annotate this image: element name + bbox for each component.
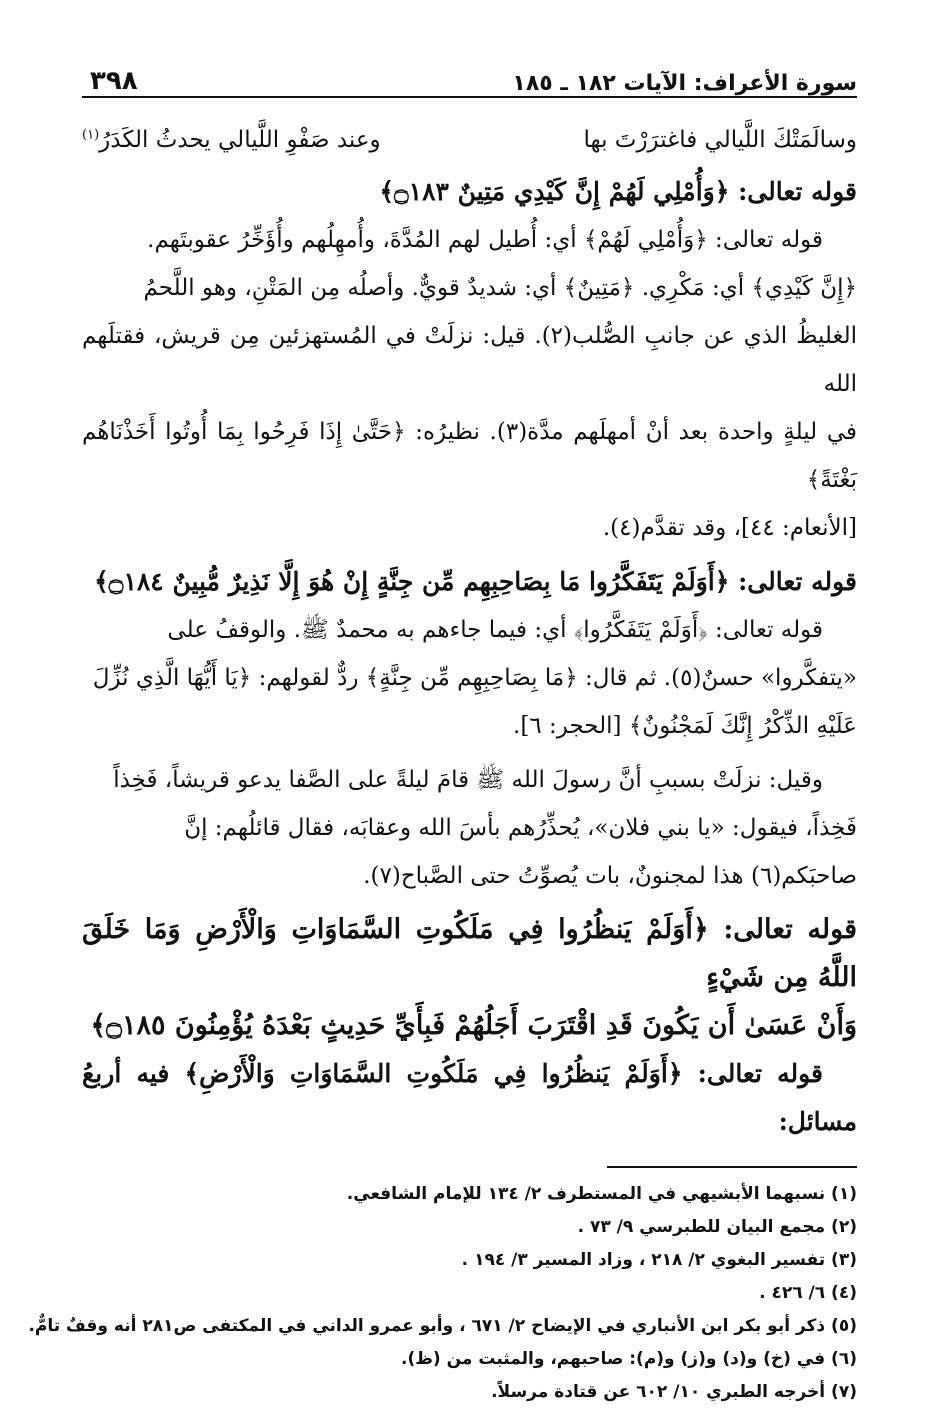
footnote-3: (٣) تفسير البغوي ٢/ ٢١٨ ، وزاد المسير ٣/ ١٩٤ .	[461, 1250, 857, 1270]
verse-183-heading	[82, 168, 857, 216]
commentary-185-line: قوله تعالى: ﴿أَوَلَمْ يَنظُرُوا فِي مَلَكُوتِ السَّمَاوَاتِ وَالْأَرْضِ﴾ فيه أربعُ مسائل:	[82, 1059, 857, 1136]
commentary-184b-line: وقيل: نزلَتْ بسببِ أنَّ رسولَ الله ﷺ قامَ ليلةً على الصَّفا يدعو قريشاً، فَخِذاً	[113, 767, 823, 793]
footnote-1: (١) نسبهما الأبشيهي في المستطرف ٢/ ١٣٤ للإمام الشافعي.	[346, 1184, 857, 1204]
commentary-183-line: في ليلةٍ واحدة بعد أنْ أمهلَهم مدَّة(٣). نظيرُه: ﴿حَتَّىٰ إِذَا فَرِحُوا بِمَا أُوتُوا أَخَذْنَاهُم بَغْتَةً﴾	[82, 419, 857, 493]
commentary-183-line: ﴿إِنَّ كَيْدِي﴾ أي: مَكْرِي. ﴿مَتِينٌ﴾ أي: شديدٌ قويٌّ. وأصلُه مِن المَتْنِ، وهو اللَّحمُ	[143, 275, 857, 301]
commentary-183-line: الغليظُ الذي عن جانبِ الصُّلب(٢). قيل: نزلَتْ في المُستهزئين مِن قريش، فقتلَهم الله	[82, 323, 857, 397]
verse-185-heading	[82, 906, 857, 1002]
poem-hemistich-right: وسالَمَتْكَ اللَّيالي فاغترَرْتَ بها	[583, 127, 857, 153]
verse-label: قوله تعالى:	[723, 914, 858, 945]
footnote-7: (٧) أخرجه الطبري ١٠/ ٦٠٢ عن قتادة مرسلاً.	[491, 1382, 857, 1402]
footnote-divider	[607, 1166, 857, 1168]
commentary-184-line: «يتفكَّروا» حسنٌ(٥). ثم قال: ﴿مَا بِصَاحِبِهِم مِّن جِنَّةٍ﴾ ردٌّ لقولهم: ﴿يَا أَيُّهَا الَّذِي نُزِّلَ	[92, 665, 857, 691]
verse-text-line-1: ﴿أَوَلَمْ يَنظُرُوا فِي مَلَكُوتِ السَّمَاوَاتِ وَالْأَرْضِ وَمَا خَلَقَ اللَّهُ مِن شَيْءٍ	[82, 914, 857, 993]
commentary-184b-line: فَخِذاً، فيقول: «يا بني فلان»، يُحذِّرُهم بأسَ الله وعقابَه، فقال قائلُهم: إنَّ	[184, 815, 857, 841]
commentary-184-line: قوله تعالى: ﴿أَوَلَمْ يَتَفَكَّرُوا﴾ أي: فيما جاءهم به محمدٌ ﷺ. والوقفُ على	[167, 617, 823, 643]
running-title: سورة الأعراف: الآيات ١٨٢ ـ ١٨٥	[512, 71, 857, 96]
commentary-184-line: عَلَيْهِ الذِّكْرُ إِنَّكَ لَمَجْنُونٌ﴾ [الحجر: ٦].	[513, 713, 857, 739]
footnote-6: (٦) في (خ) و(د) و(ز) و(م): صاحبهم، والمثبت من (ظ).	[401, 1349, 857, 1369]
poem-verse	[82, 110, 857, 168]
verse-text-line-2: وَأَنْ عَسَىٰ أَن يَكُونَ قَدِ اقْتَرَبَ أَجَلُهُمْ فَبِأَيِّ حَدِيثٍ بَعْدَهُ يُؤْمِنُونَ ۝١٨٥﴾	[90, 1010, 857, 1041]
page-header	[82, 58, 857, 98]
footnotes	[28, 1178, 857, 1409]
verse-label: قوله تعالى:	[738, 177, 857, 206]
commentary-183-line: قوله تعالى: ﴿وَأُمْلِي لَهُمْ﴾ أي: أُطيل لهم المُدَّةَ، وأُمهِلُهم وأُؤَخِّرُ عقوبتَهم.	[147, 227, 823, 253]
footnote-ref: (١)	[82, 127, 100, 143]
verse-184-heading	[82, 558, 857, 606]
verse-text: ﴿أَوَلَمْ يَتَفَكَّرُوا مَا بِصَاحِبِهِم مِّن جِنَّةٍ إِنْ هُوَ إِلَّا نَذِيرٌ مُّبِينٌ ۝١٨٤﴾	[94, 567, 730, 596]
commentary-184b-line: صاحبَكم(٦) هذا لمجنونٌ، بات يُصوِّتُ حتى الصَّباح(٧).	[363, 863, 857, 889]
main-text	[82, 110, 857, 1146]
verse-text: ﴿وَأُمْلِي لَهُمْ إِنَّ كَيْدِي مَتِينٌ ۝١٨٣﴾	[379, 177, 730, 206]
page-number: ٣٩٨	[90, 66, 138, 96]
poem-hemistich-left-text: وعند صَفْوِ اللَّيالي يحدثُ الكَدَرُ	[99, 127, 381, 153]
footnote-5: (٥) ذكر أبو بكر ابن الأنباري في الإيضاح ٢/ ٦٧١ ، وأبو عمرو الداني في المكتفى ص٢٨١ أنه وقفٌ تامٌّ.	[28, 1316, 857, 1336]
footnote-4: (٤) ٦/ ٤٢٦ .	[759, 1283, 857, 1303]
poem-hemistich-left	[82, 116, 381, 164]
commentary-183-line: [الأنعام: ٤٤]، وقد تقدَّم(٤).	[602, 515, 857, 541]
footnote-2: (٢) مجمع البيان للطبرسي ٩/ ٧٣ .	[577, 1217, 857, 1237]
verse-label: قوله تعالى:	[738, 567, 857, 596]
